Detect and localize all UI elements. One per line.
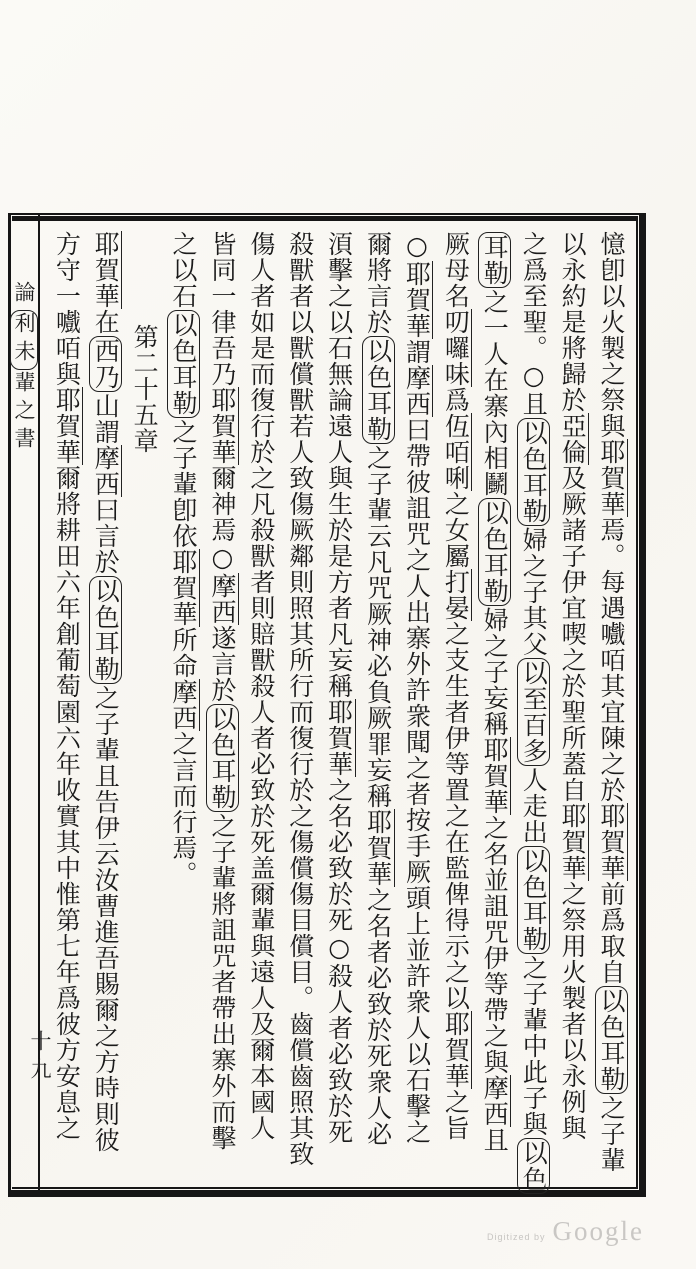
proper-name: 摩西: [402, 365, 432, 417]
text-run: 以永約是將歸於: [558, 231, 588, 413]
text-run: 憶卽以火製之祭與: [597, 231, 626, 439]
text-run: 之一人在寨內相鬭: [480, 289, 510, 497]
text-column: [397, 231, 436, 1179]
text-run: 人走出: [519, 767, 549, 845]
text-run: 之名者必致於死衆人必: [363, 887, 393, 1147]
boxed-name: 以至百多: [519, 660, 549, 764]
text-run: 之子輩卽依: [169, 419, 199, 549]
boxed-name: 以色耳勒: [597, 988, 626, 1092]
text-run: 皆同一律吾乃: [207, 231, 237, 387]
text-column: [591, 231, 630, 1179]
text-run: 之子輩且告伊云汝曹進吾賜爾之方時則彼: [91, 685, 121, 1153]
text-run: 爾將言於: [363, 231, 393, 335]
text-run: 之子輩: [597, 1095, 626, 1173]
text-run: 殺獸者以獸償獸若人致傷厥鄰則照其所行而復行於之傷償傷目償目。齒償齒照其致: [285, 231, 315, 1167]
text-run: 遂言於: [207, 625, 237, 703]
text-run: 曰帶彼詛咒之人出寨外許衆聞之者按手厥頭上並許衆人以石擊之: [402, 417, 432, 1145]
google-watermark: [487, 1216, 644, 1247]
text-run: 之旨: [441, 1089, 471, 1141]
proper-name: 耶賀華: [597, 439, 626, 517]
text-run: 前爲取自: [597, 881, 626, 985]
text-run: 方守一嚱咟與: [52, 231, 82, 387]
google-logo-text: Google: [552, 1216, 645, 1246]
text-column: [552, 231, 591, 1179]
text-column: [358, 231, 397, 1179]
text-run: 輩之書: [12, 371, 36, 455]
text-run: 之言而行焉。: [169, 731, 199, 887]
proper-name: 摩西: [91, 445, 121, 497]
proper-name: 耶賀華: [91, 231, 121, 309]
proper-name: 耶賀華: [363, 809, 393, 887]
text-column: [435, 231, 474, 1179]
text-run: ○: [402, 231, 432, 261]
proper-name: 耶賀華: [207, 387, 237, 465]
text-run: 婦之子其父: [519, 527, 549, 657]
text-run: 之支生者伊等置之在監俾得示之以: [441, 621, 471, 1011]
proper-name: 仾咟唎: [441, 413, 471, 491]
text-run: 之以石: [169, 231, 199, 309]
proper-name: 打晏: [441, 569, 471, 621]
boxed-name: 以色耳勒: [519, 848, 549, 952]
text-run: 湏擊之以石無論遠人與生於是方者凡妄稱: [324, 231, 354, 699]
text-run: 山謂: [91, 393, 121, 445]
boxed-name: 以色耳勒: [363, 338, 393, 442]
text-column: [241, 231, 280, 1179]
text-run: 婦之子妄稱: [480, 607, 510, 737]
boxed-name: 西乃: [91, 338, 121, 390]
boxed-name: 以色耳勒: [480, 500, 510, 604]
proper-name: 摩西: [207, 573, 237, 625]
text-column: [85, 231, 124, 1179]
proper-name: 叨囉味: [441, 309, 471, 387]
text-run: 在: [91, 309, 121, 335]
proper-name: 耶賀華: [558, 803, 588, 881]
text-column: [202, 231, 241, 1179]
text-run: 論: [12, 281, 36, 309]
text-column: [280, 231, 319, 1179]
text-run: 爲: [441, 387, 471, 413]
boxed-name: 耳勒: [480, 234, 510, 286]
text-run: 且: [480, 1127, 510, 1153]
text-run: 之子輩云凡咒厥神必負厥罪妄稱: [363, 445, 393, 809]
text-run: 焉。每遇嚱咟其宜陳之於: [597, 517, 626, 803]
proper-name: 耶賀華: [597, 803, 626, 881]
proper-name: 耶賀華: [480, 737, 510, 815]
text-run: 之子輩將詛咒者帶出寨外而擊: [207, 813, 237, 1151]
text-run: 及厥諸子伊宜喫之於聖所蓋自: [558, 465, 588, 803]
proper-name: 耶賀華: [52, 387, 82, 465]
text-run: 之祭用火製者以永例與: [558, 881, 588, 1141]
text-run: 傷人者如是而復行於之凡殺獸者則賠獸殺人者必致於死盖爾輩與遠人及爾本國人: [246, 231, 276, 1141]
text-column: [513, 231, 552, 1192]
text-run: 厥母名: [441, 231, 471, 309]
text-run: 爾神焉○: [207, 465, 237, 573]
running-title: [9, 281, 39, 511]
boxed-name: 利未: [12, 312, 36, 368]
text-run: 之爲至聖。○且: [519, 231, 549, 417]
text-run: 所命: [169, 627, 199, 679]
text-column: [474, 231, 513, 1179]
text-run: 之子輩中此子與: [519, 955, 549, 1137]
text-run: 第二十五章: [130, 324, 160, 454]
proper-name: 亞倫: [558, 413, 588, 465]
text-run: 之名並詛咒伊等帶之與: [480, 815, 510, 1075]
boxed-name: 以色耳勒: [169, 312, 199, 416]
text-column: [319, 231, 358, 1179]
proper-name: 摩西: [169, 679, 199, 731]
boxed-name: 以色耳勒: [519, 420, 549, 524]
text-column: [163, 231, 202, 1179]
proper-name: 耶賀華: [169, 549, 199, 627]
text-run: 之女屬: [441, 491, 471, 569]
proper-name: 耶賀華: [441, 1011, 471, 1089]
boxed-name: 以色: [519, 1140, 549, 1192]
boxed-name: 以色耳勒: [91, 578, 121, 682]
text-run: 爾將耕田六年創葡萄園六年收實其中惟第七年爲彼方安息之: [52, 465, 82, 1141]
text-run: 曰言於: [91, 497, 121, 575]
text-column: [46, 231, 85, 1179]
proper-name: 耶賀華: [402, 261, 432, 339]
proper-name: 耶賀華: [324, 699, 354, 777]
text-run: 之名必致於死○殺人者必致於死: [324, 777, 354, 1145]
text-run: 謂: [402, 339, 432, 365]
boxed-name: 以色耳勒: [207, 706, 237, 810]
chapter-heading: [124, 231, 163, 1269]
main-text-block: [46, 231, 630, 1192]
watermark-prefix: Digitized by: [487, 1232, 546, 1242]
proper-name: 摩西: [480, 1075, 510, 1127]
page-number: 十九: [28, 1030, 52, 1086]
